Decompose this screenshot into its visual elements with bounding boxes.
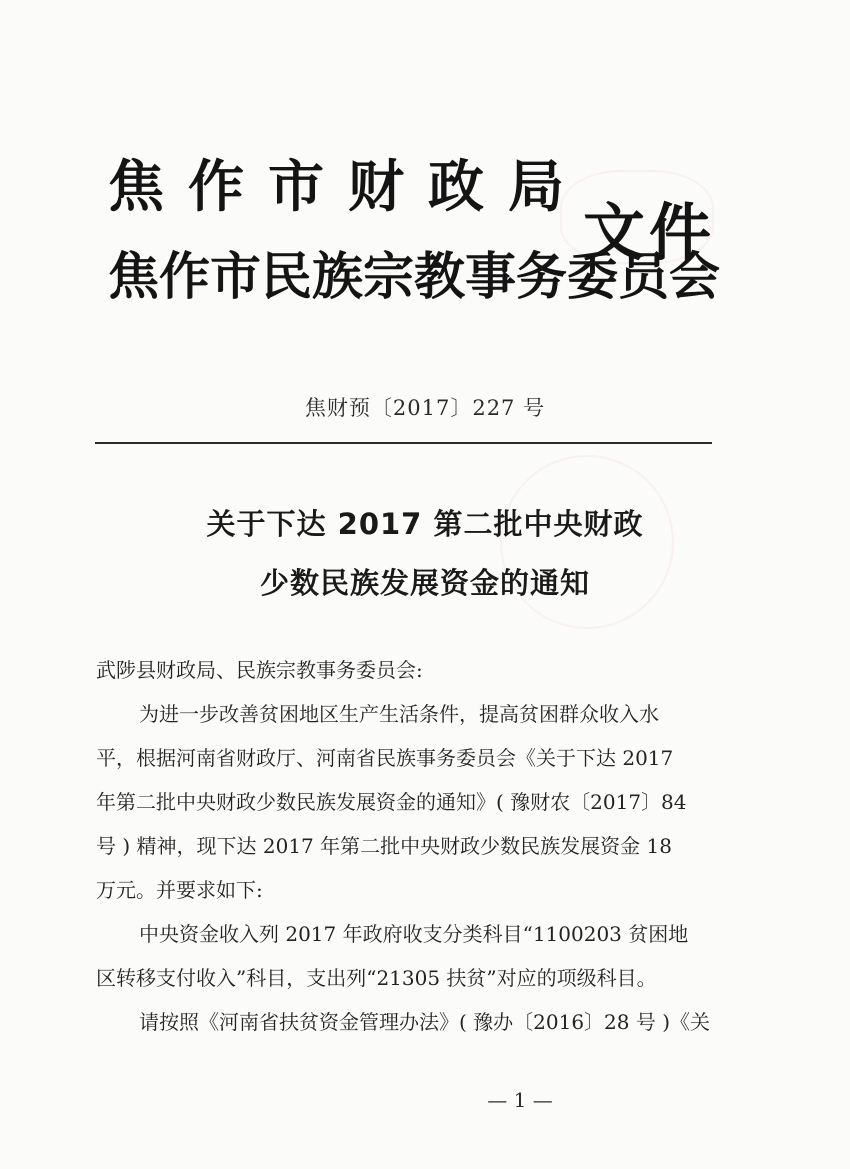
document-header	[108, 150, 748, 330]
body-line: 区转移支付收入”科目，支出列“21305 扶贫”对应的项级科目。	[96, 966, 657, 990]
body-line: 万元。并要求如下:	[96, 878, 263, 902]
document-title-line-1: 关于下达 2017 第二批中央财政	[206, 507, 644, 541]
salutation: 武陟县财政局、民族宗教事务委员会:	[96, 658, 423, 682]
body-line: 号 ) 精神，现下达 2017 年第二批中央财政少数民族发展资金 18	[96, 834, 672, 858]
body-line: 请按照《河南省扶贫资金管理办法》( 豫办〔2016〕28 号 )《关	[139, 1010, 711, 1034]
document-number: 焦财预〔2017〕227 号	[304, 396, 546, 420]
body-line: 中央资金收入列 2017 年政府收支分类科目“1100203 贫困地	[139, 922, 689, 946]
issuing-org-finance-bureau: 焦作市财政局	[108, 155, 588, 220]
header-divider	[95, 442, 712, 444]
body-line: 平，根据河南省财政厅、河南省民族事务委员会《关于下达 2017	[96, 746, 674, 770]
body-line: 为进一步改善贫困地区生产生活条件，提高贫困群众收入水	[139, 702, 659, 726]
body-line: 年第二批中央财政少数民族发展资金的通知》( 豫财农〔2017〕84	[96, 790, 687, 814]
document-type-label: 文件	[583, 196, 716, 269]
page-number: — 1 —	[487, 1088, 553, 1112]
document-title-line-2: 少数民族发展资金的通知	[259, 566, 590, 600]
issuing-org-ethnic-religious-committee: 焦作市民族宗教事务委员会	[108, 248, 721, 307]
